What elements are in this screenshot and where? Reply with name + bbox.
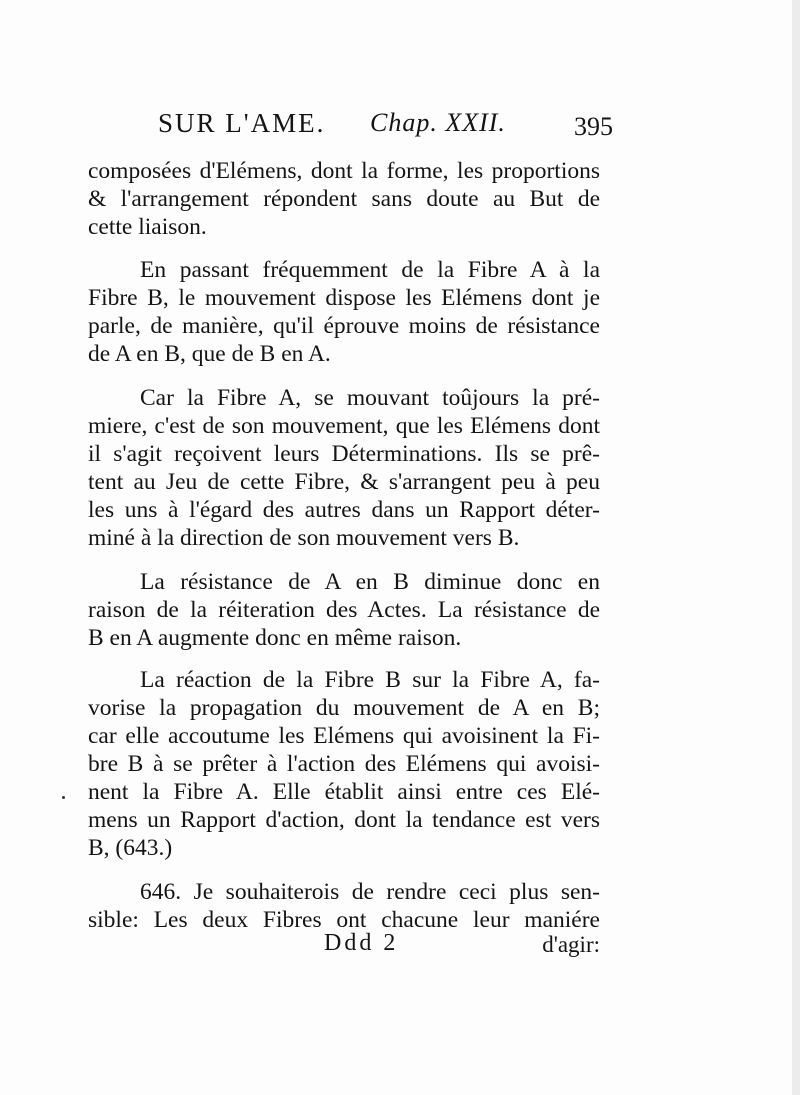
running-header — [158, 108, 613, 148]
text-line: Fibre B, le mouvement dispose les Elémens dont je — [88, 285, 600, 311]
text-line: nent la Fibre A. Elle établit ainsi entre ces Elé- — [88, 779, 600, 805]
text-line: Car la Fibre A, se mouvant toûjours la pré- — [140, 385, 600, 411]
text-line: composées d'Elémens, dont la forme, les proportions — [88, 158, 600, 184]
page-number: 395 — [574, 112, 613, 141]
page-footer — [88, 930, 600, 960]
text-line: B en A augmente donc en même raison. — [88, 625, 462, 651]
text-line: car elle accoutume les Elémens qui avoisinent la Fi- — [88, 723, 600, 749]
text-line: parle, de manière, qu'il éprouve moins de résistance — [88, 313, 600, 339]
text-line: de A en B, que de B en A. — [88, 341, 331, 367]
page-edge — [792, 0, 800, 1095]
text-line: miné à la direction de son mouvement vers B. — [88, 525, 520, 551]
text-line: La résistance de A en B diminue donc en — [140, 569, 600, 595]
running-title: SUR L'AME. — [158, 108, 326, 138]
text-line: vorise la propagation du mouvement de A en B; — [88, 695, 600, 721]
text-line: La réaction de la Fibre B sur la Fibre A, fa- — [140, 667, 600, 693]
text-line: cette liaison. — [88, 214, 207, 240]
text-line: il s'agit reçoivent leurs Déterminations. Ils se prê- — [88, 441, 600, 467]
text-line: mens un Rapport d'action, dont la tendance est vers — [88, 807, 600, 833]
margin-mark — [62, 796, 65, 799]
signature-mark: Ddd 2 — [324, 930, 399, 956]
text-line: raison de la réiteration des Actes. La résistance de — [88, 597, 600, 623]
text-line: En passant fréquemment de la Fibre A à la — [140, 257, 600, 283]
text-line: bre B à se prêter à l'action des Elémens qui avoisi- — [88, 751, 600, 777]
catchword: d'agir: — [542, 932, 600, 957]
text-line: miere, c'est de son mouvement, que les Elémens dont — [88, 413, 600, 439]
text-line: les uns à l'égard des autres dans un Rapport déter- — [88, 497, 600, 523]
chapter-label: Chap. XXII. — [370, 108, 506, 137]
text-line: B, (643.) — [88, 835, 173, 861]
text-line: sible: Les deux Fibres ont chacune leur maniére — [88, 907, 600, 933]
text-line: & l'arrangement répondent sans doute au But de — [88, 186, 600, 212]
text-line: 646. Je souhaiterois de rendre ceci plus sen- — [140, 879, 600, 905]
text-line: tent au Jeu de cette Fibre, & s'arrangent peu à peu — [88, 469, 600, 495]
